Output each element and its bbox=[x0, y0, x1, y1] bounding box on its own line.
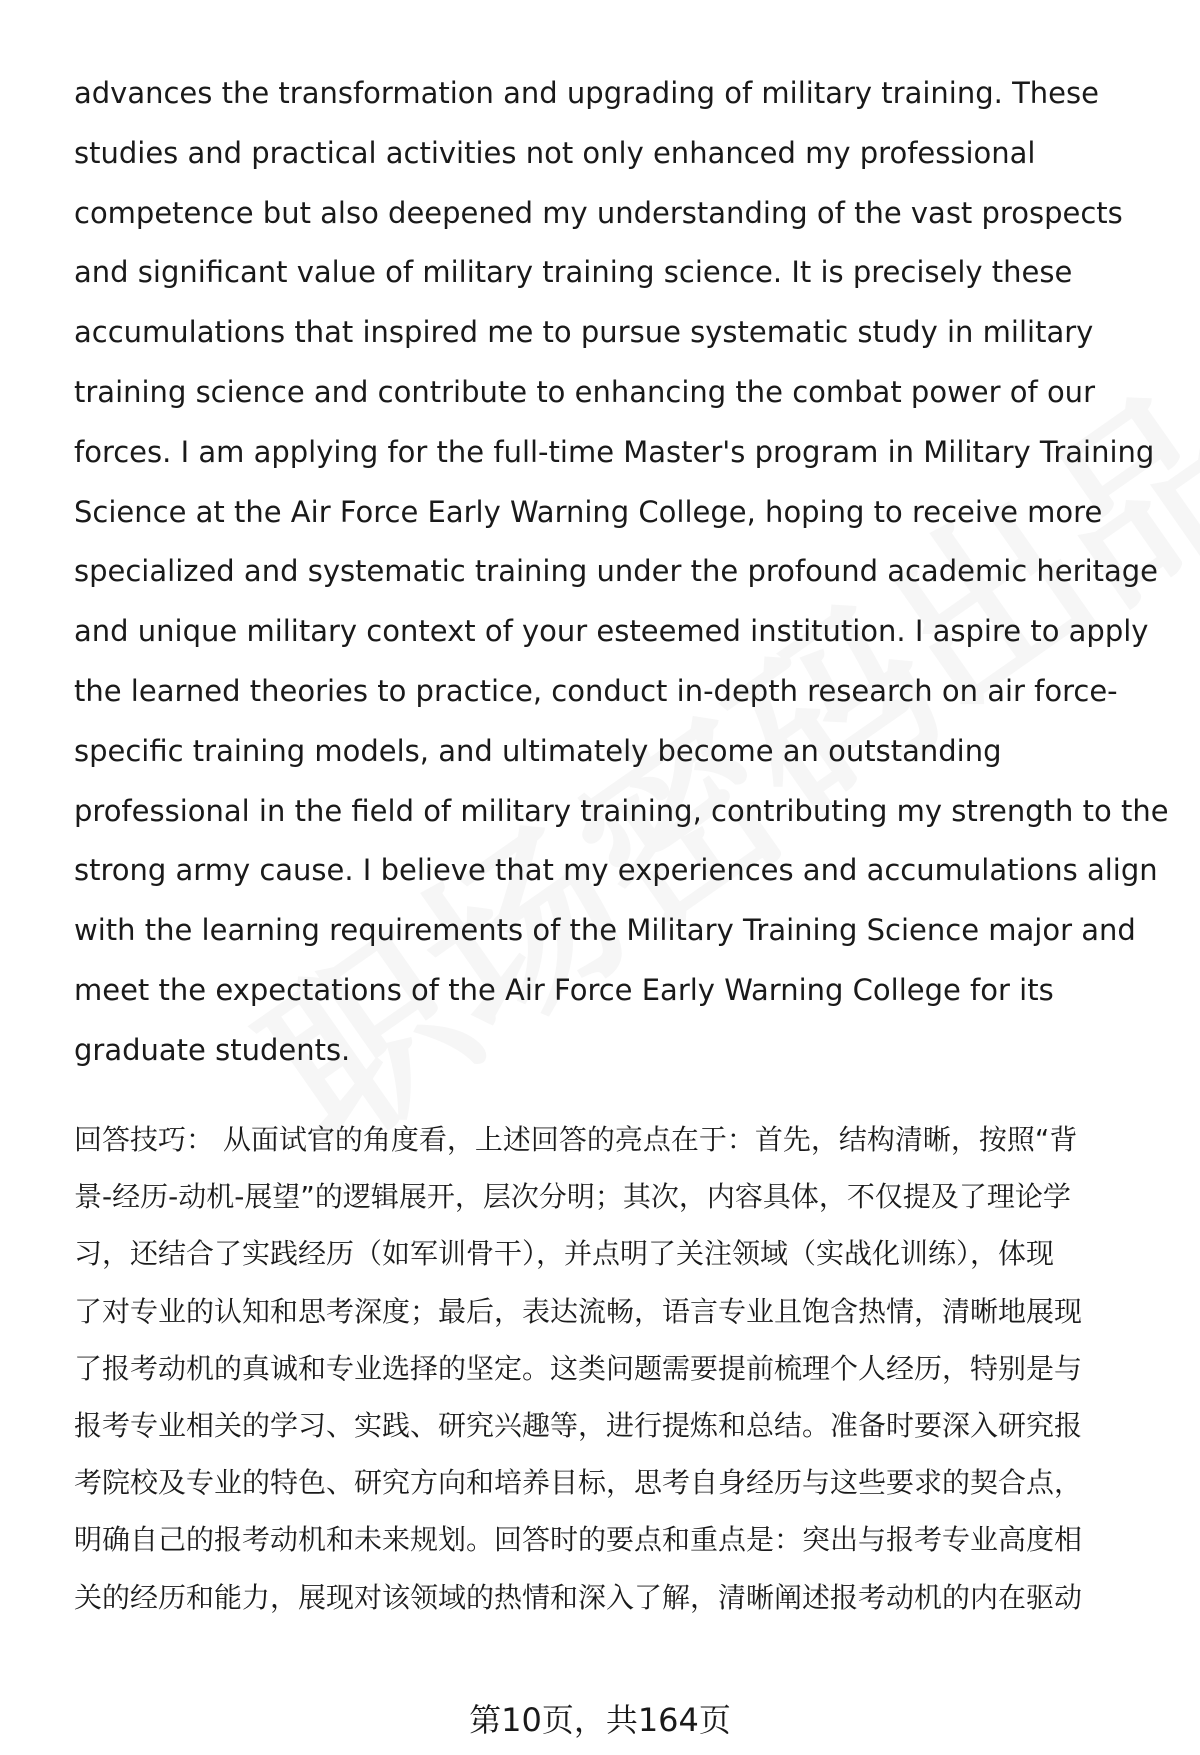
answer-line: training science and contribute to enhancing the combat power of our bbox=[74, 374, 1095, 409]
page-number: 第10页，共164页 bbox=[469, 1701, 731, 1739]
answer-line: with the learning requirements of the Military Training Science major and bbox=[74, 913, 1136, 948]
answer-line: and unique military context of your esteemed institution. I aspire to apply bbox=[74, 614, 1149, 649]
tips-line: 了对专业的认知和思考深度；最后，表达流畅，语言专业且饱含热情，清晰地展现 bbox=[74, 1294, 1083, 1328]
answer-line: competence but also deepened my understanding of the vast prospects bbox=[74, 195, 1123, 230]
answer-line: specific training models, and ultimately become an outstanding bbox=[74, 733, 1002, 768]
answer-line: Science at the Air Force Early Warning College, hoping to receive more bbox=[74, 494, 1103, 529]
answer-paragraph bbox=[74, 64, 1169, 1081]
answer-line: specialized and systematic training under the profound academic heritage bbox=[74, 554, 1159, 589]
tips-line: 明确自己的报考动机和未来规划。回答时的要点和重点是：突出与报考专业高度相 bbox=[74, 1523, 1083, 1557]
answer-line: and significant value of military training science. It is precisely these bbox=[74, 255, 1073, 290]
answer-line: forces. I am applying for the full-time Master's program in Military Training bbox=[74, 434, 1155, 469]
answer-line: professional in the field of military training, contributing my strength to the bbox=[74, 793, 1169, 828]
answer-line: graduate students. bbox=[74, 1032, 351, 1067]
tips-line: 回答技巧： 从面试官的角度看，上述回答的亮点在于：首先，结构清晰，按照“背 bbox=[74, 1123, 1078, 1156]
answer-line: advances the transformation and upgrading of military training. These bbox=[74, 76, 1099, 110]
tips-line: 报考专业相关的学习、实践、研究兴趣等，进行提炼和总结。准备时要深入研究报 bbox=[74, 1408, 1083, 1442]
answer-line: the learned theories to practice, conduct in-depth research on air force- bbox=[74, 673, 1118, 708]
answer-line: strong army cause. I believe that my experiences and accumulations align bbox=[74, 853, 1158, 888]
answer-tips-paragraph bbox=[74, 1111, 1164, 1626]
tips-line: 景-经历-动机-展望”的逻辑展开，层次分明；其次，内容具体，不仅提及了理论学 bbox=[74, 1180, 1071, 1214]
answer-line: meet the expectations of the Air Force Early Warning College for its bbox=[74, 972, 1054, 1007]
tips-line: 考院校及专业的特色、研究方向和培养目标，思考自身经历与这些要求的契合点， bbox=[74, 1466, 1083, 1500]
tips-line: 关的经历和能力，展现对该领域的热情和深入了解，清晰阐述报考动机的内在驱动 bbox=[74, 1580, 1083, 1614]
answer-line: studies and practical activities not only enhanced my professional bbox=[74, 135, 1036, 170]
tips-line: 习，还结合了实践经历（如军训骨干），并点明了关注领域（实战化训练），体现 bbox=[74, 1237, 1055, 1271]
answer-line: accumulations that inspired me to pursue systematic study in military bbox=[74, 315, 1094, 350]
tips-line: 了报考动机的真诚和专业选择的坚定。这类问题需要提前梳理个人经历，特别是与 bbox=[74, 1351, 1083, 1385]
